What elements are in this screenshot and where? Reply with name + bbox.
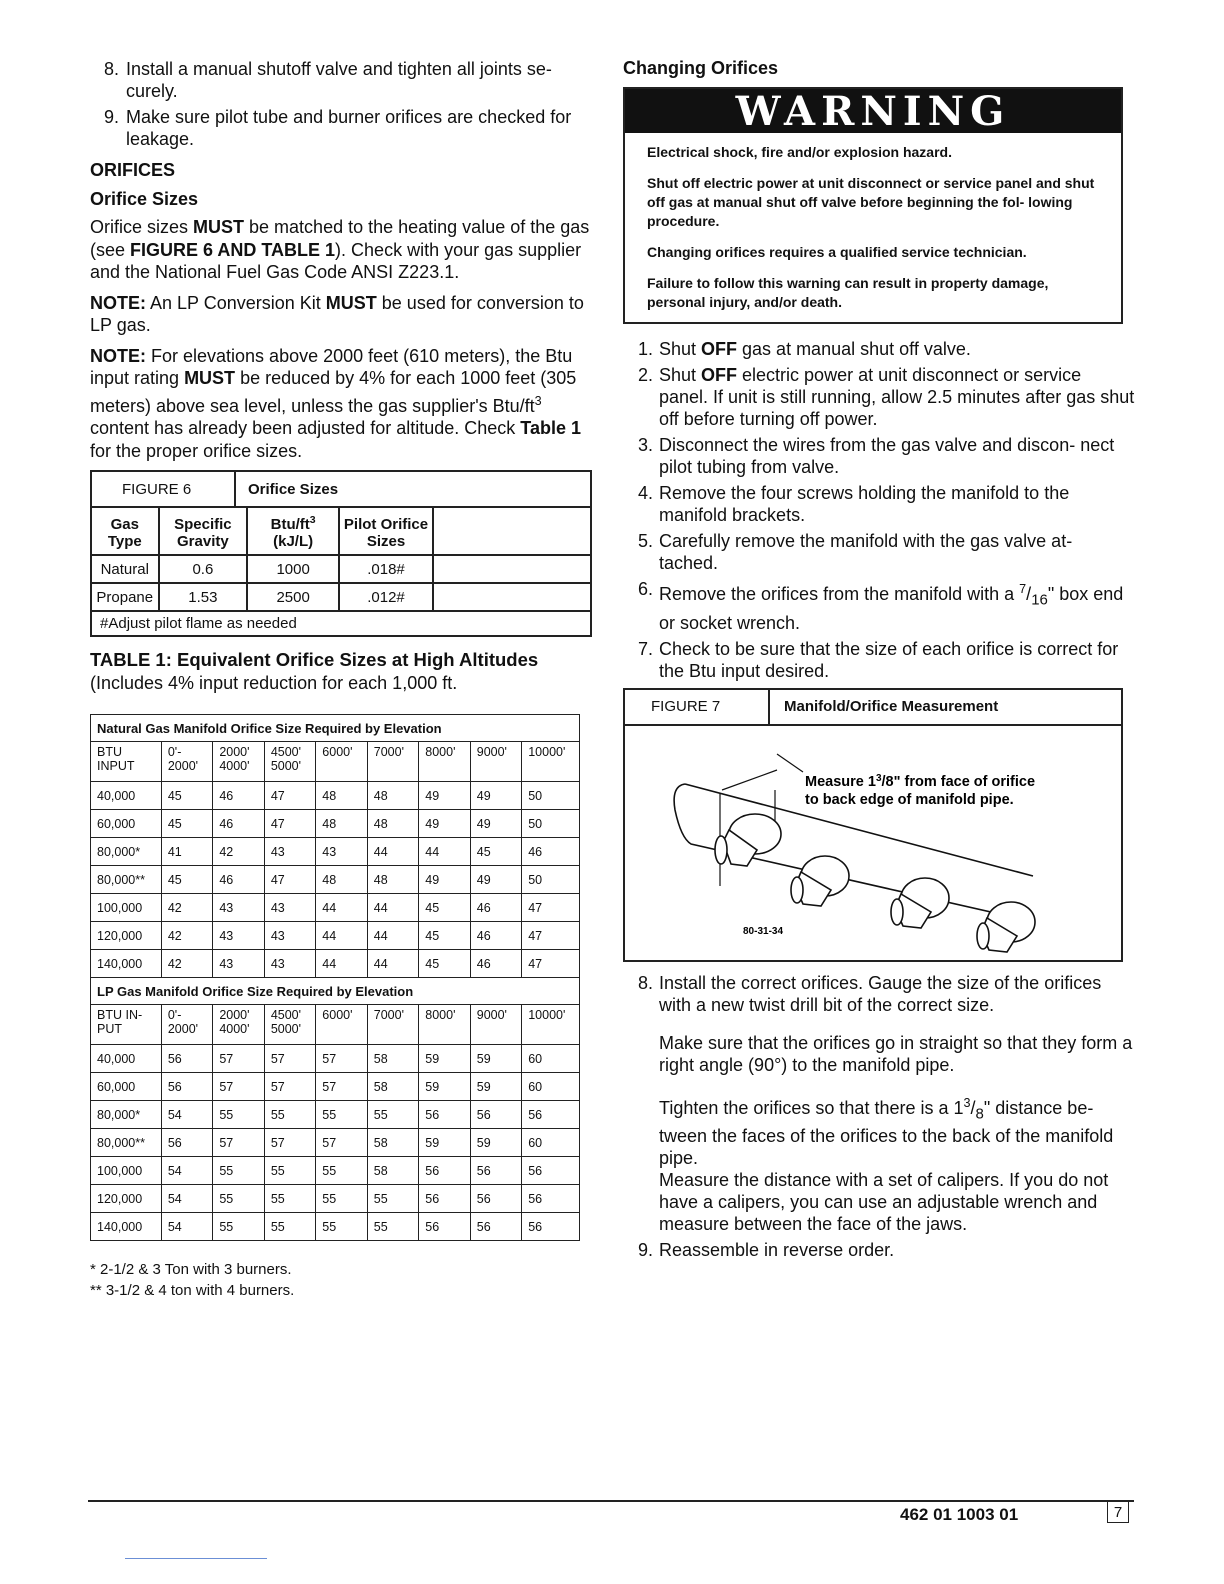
procedure-step-6: 6. Remove the orifices from the manifold with a $^7/_{16}$" box end or socket wrench.: [638, 579, 1124, 633]
table-cell: 56: [161, 1129, 212, 1157]
table-cell: 47: [264, 866, 315, 894]
table-cell: 44: [367, 894, 418, 922]
right-column: [623, 58, 1135, 1265]
table-cell: 57: [213, 1045, 264, 1073]
install-step-8: 8. Install a manual shutoff valve and tighten all joints se- curely.: [104, 59, 552, 101]
column-header: 4500' 5000': [264, 742, 315, 782]
table-cell: 55: [264, 1101, 315, 1129]
table-cell: 56: [522, 1185, 580, 1213]
table-cell: 42: [161, 922, 212, 950]
table-cell: 46: [213, 782, 264, 810]
table-cell: 120,000: [91, 922, 162, 950]
table-cell: 56: [470, 1213, 521, 1241]
measure-calipers-paragraph: Measure the distance with a set of calipers. If you do not have a calipers, you can use an adjustable wrench and measure between the face of the jaws.: [659, 1170, 1109, 1235]
table-cell: 56: [419, 1213, 470, 1241]
table-row: [91, 894, 580, 922]
table-cell: 45: [419, 894, 470, 922]
table-cell: 44: [316, 950, 367, 978]
table-cell: 50: [522, 782, 580, 810]
footer-link-underline: [125, 1558, 267, 1559]
warning-banner: WARNING: [625, 89, 1121, 133]
column-header: 6000': [316, 1005, 367, 1045]
table-cell: 45: [161, 810, 212, 838]
table-cell: 49: [470, 810, 521, 838]
section-title-orifices: ORIFICES: [90, 160, 176, 180]
warning-line: Failure to follow this warning can result in property damage, personal injury, and/or death.: [647, 275, 1049, 310]
table-cell: 50: [522, 866, 580, 894]
table-cell: 47: [522, 922, 580, 950]
table-cell: 56: [522, 1157, 580, 1185]
natural-gas-heading: Natural Gas Manifold Orifice Size Required by Elevation: [91, 715, 580, 742]
table-cell: 56: [419, 1185, 470, 1213]
table-cell: 43: [316, 838, 367, 866]
figure-7-title: Manifold/Orifice Measurement: [784, 698, 999, 716]
table-row: Propane 1.53 2500 .012#: [92, 583, 590, 610]
procedure-step-7: 7. Check to be sure that the size of each orifice is correct for the Btu input desired.: [638, 638, 1119, 681]
procedure-step-9: 9. Reassemble in reverse order.: [638, 1240, 895, 1261]
table-1-subtitle: (Includes 4% input reduction for each 1,000 ft.: [90, 673, 458, 693]
table-cell: 48: [316, 810, 367, 838]
table-cell: 55: [264, 1213, 315, 1241]
table-cell: 80,000**: [91, 1129, 162, 1157]
table-row: [91, 1185, 580, 1213]
table-row: [91, 1157, 580, 1185]
table-cell: 56: [470, 1157, 521, 1185]
table-cell: 43: [213, 894, 264, 922]
table-cell: 58: [367, 1073, 418, 1101]
table-cell: 55: [264, 1157, 315, 1185]
warning-line: Changing orifices requires a qualified service technician.: [647, 244, 1027, 260]
procedure-step-5: 5. Carefully remove the manifold with the gas valve at- tached.: [638, 531, 1073, 573]
column-header: 2000' 4000': [213, 742, 264, 782]
table-cell: 56: [419, 1157, 470, 1185]
col-specific-gravity: Specific Gravity: [159, 508, 248, 555]
table-cell: 56: [470, 1101, 521, 1129]
figure-7-callout: Measure $1^3/8$" from face of orifice: [805, 772, 1036, 790]
figure-7-label: FIGURE 7: [625, 690, 770, 724]
table-row: [91, 810, 580, 838]
column-header: 7000': [367, 1005, 418, 1045]
lp-gas-heading: LP Gas Manifold Orifice Size Required by Elevation: [91, 978, 580, 1005]
table-cell: 55: [316, 1101, 367, 1129]
table-cell: 55: [316, 1185, 367, 1213]
footer-rule: [88, 1500, 1134, 1502]
table-cell: 56: [419, 1101, 470, 1129]
column-header: 8000': [419, 1005, 470, 1045]
table-cell: 57: [316, 1129, 367, 1157]
table-cell: 54: [161, 1101, 212, 1129]
figure-6-note: #Adjust pilot flame as needed: [92, 610, 590, 635]
table-row: [91, 922, 580, 950]
table-cell: 120,000: [91, 1185, 162, 1213]
table-cell: 45: [161, 866, 212, 894]
figure-6-orifice-sizes: [90, 470, 592, 637]
table-cell: 49: [470, 782, 521, 810]
table-cell: 46: [522, 838, 580, 866]
figure-6-label: FIGURE 6: [92, 472, 236, 506]
table-cell: 60: [522, 1045, 580, 1073]
table-cell: 46: [470, 922, 521, 950]
table-row: [91, 1073, 580, 1101]
table-row: [91, 866, 580, 894]
table-cell: 47: [264, 782, 315, 810]
table-cell: 59: [419, 1045, 470, 1073]
table-cell: 55: [316, 1213, 367, 1241]
table-cell: 42: [161, 894, 212, 922]
section-title-changing-orifices: Changing Orifices: [623, 58, 779, 78]
procedure-step-1: 1. Shut OFF gas at manual shut off valve.: [638, 339, 971, 359]
table-row: [91, 1101, 580, 1129]
table-cell: 42: [213, 838, 264, 866]
table-1-title: TABLE 1: Equivalent Orifice Sizes at High Altitudes: [90, 649, 539, 670]
table-cell: 40,000: [91, 1045, 162, 1073]
table-cell: 42: [161, 950, 212, 978]
table-cell: 140,000: [91, 950, 162, 978]
table-cell: 57: [264, 1129, 315, 1157]
table-cell: 60: [522, 1073, 580, 1101]
table-cell: 59: [419, 1073, 470, 1101]
table-cell: 49: [419, 810, 470, 838]
table-cell: 59: [470, 1073, 521, 1101]
table-cell: 48: [367, 810, 418, 838]
table-cell: 46: [213, 810, 264, 838]
table-cell: 43: [264, 922, 315, 950]
table-cell: 44: [316, 922, 367, 950]
column-header: 4500' 5000': [264, 1005, 315, 1045]
table-cell: 55: [213, 1101, 264, 1129]
table-cell: 59: [470, 1045, 521, 1073]
table-cell: 48: [316, 866, 367, 894]
table-cell: 48: [367, 782, 418, 810]
table-cell: 60,000: [91, 810, 162, 838]
table-cell: 56: [522, 1101, 580, 1129]
table-cell: 54: [161, 1185, 212, 1213]
table-cell: 46: [470, 894, 521, 922]
table-cell: 56: [161, 1045, 212, 1073]
table-cell: 45: [419, 950, 470, 978]
elevation-note: NOTE: For elevations above 2000 feet (610 meters), the Btu input rating MUST be reduced by 4% for each 1000 feet (305 meters) above sea level, unless the gas supplier's Btu/$ft^3$ content has already been adjusted for altitude. Check Table 1 for the proper orifice sizes.: [90, 345, 581, 461]
table-cell: 47: [264, 810, 315, 838]
table-row: [91, 838, 580, 866]
table-cell: 57: [213, 1073, 264, 1101]
table-cell: 59: [419, 1129, 470, 1157]
table-cell: 49: [470, 866, 521, 894]
table-cell: 55: [316, 1157, 367, 1185]
table-cell: 45: [470, 838, 521, 866]
table-cell: 58: [367, 1045, 418, 1073]
table-cell: 55: [367, 1213, 418, 1241]
col-btu: Btu/$ft^3$ (kJ/L): [247, 508, 339, 555]
table-cell: 43: [264, 838, 315, 866]
column-header: 8000': [419, 742, 470, 782]
col-pilot-orifice: Pilot Orifice Sizes: [339, 508, 433, 555]
table-cell: 60: [522, 1129, 580, 1157]
figure-7-manifold-measurement: [623, 688, 1123, 962]
table-cell: 55: [213, 1185, 264, 1213]
table-cell: 80,000*: [91, 1101, 162, 1129]
orifice-sizes-paragraph: Orifice sizes MUST be matched to the heating value of the gas (see FIGURE 6 AND TABLE 1). Check with your gas supplier and the National Fuel Gas Code ANSI Z223.1.: [90, 217, 590, 282]
table-cell: 56: [161, 1073, 212, 1101]
table-cell: 43: [264, 950, 315, 978]
install-step-9: 9. Make sure pilot tube and burner orifices are checked for leakage.: [104, 107, 572, 149]
procedure-step-4: 4. Remove the four screws holding the manifold to the manifold brackets.: [638, 483, 1070, 525]
table-row: [91, 950, 580, 978]
subsection-title-orifice-sizes: Orifice Sizes: [90, 189, 199, 209]
table-cell: 44: [367, 950, 418, 978]
table-cell: 56: [522, 1213, 580, 1241]
warning-line: Shut off electric power at unit disconnect or service panel and shut off gas at manual shut off valve before beginning the fol- lowing procedure.: [647, 175, 1095, 229]
col-gas-type: Gas Type: [92, 508, 159, 555]
table-cell: 48: [367, 866, 418, 894]
table-cell: 140,000: [91, 1213, 162, 1241]
table-cell: 55: [367, 1101, 418, 1129]
table-cell: 58: [367, 1129, 418, 1157]
table-cell: 58: [367, 1157, 418, 1185]
table-cell: 46: [470, 950, 521, 978]
table-cell: 44: [316, 894, 367, 922]
procedure-step-2: 2. Shut OFF electric power at unit disconnect or service panel. If unit is still running, allow 2.5 minutes after gas shut off before turning off power.: [638, 365, 1135, 429]
column-header: 9000': [470, 742, 521, 782]
straight-alignment-paragraph: Make sure that the orifices go in straight so that they form a right angle (90°) to the manifold pipe.: [659, 1032, 1133, 1075]
table-cell: 49: [419, 782, 470, 810]
figure-6-table: [92, 508, 590, 610]
table-cell: 45: [419, 922, 470, 950]
table-cell: 44: [367, 838, 418, 866]
table-cell: 57: [316, 1073, 367, 1101]
table-cell: 46: [213, 866, 264, 894]
procedure-step-8: 8. Install the correct orifices. Gauge the size of the orifices with a new twist drill bit of the correct size.: [638, 972, 1102, 1015]
table-cell: 49: [419, 866, 470, 894]
table-cell: 55: [213, 1213, 264, 1241]
table-row: Natural 0.6 1000 .018#: [92, 555, 590, 583]
table-cell: 55: [213, 1157, 264, 1185]
table-cell: 41: [161, 838, 212, 866]
table-cell: 80,000*: [91, 838, 162, 866]
table-row: [91, 1129, 580, 1157]
table-cell: 43: [264, 894, 315, 922]
document-number: 462 01 1003 01: [900, 1505, 1019, 1524]
manifold-orifice-illustration: [625, 726, 1121, 960]
procedure-step-3: 3. Disconnect the wires from the gas valve and discon- nect pilot tubing from valve.: [638, 435, 1115, 477]
column-header: 10000': [522, 1005, 580, 1045]
table-cell: 57: [264, 1073, 315, 1101]
column-header: 9000': [470, 1005, 521, 1045]
table-row: [91, 782, 580, 810]
tighten-distance-paragraph: Tighten the orifices so that there is a $1^3/_8$" distance be- tween the faces of the orifices to the back of the manifold pipe.: [659, 1095, 1114, 1169]
figure-7-callout-line2: to back edge of manifold pipe.: [805, 791, 1014, 808]
table-cell: 47: [522, 950, 580, 978]
table-cell: 55: [367, 1185, 418, 1213]
table-cell: 48: [316, 782, 367, 810]
manifold-drawing: [625, 726, 1121, 960]
lp-conversion-note: NOTE: An LP Conversion Kit MUST be used for conversion to LP gas.: [90, 292, 584, 335]
table-cell: 100,000: [91, 1157, 162, 1185]
figure-7-part-number: 80-31-34: [743, 925, 784, 937]
table-cell: 55: [264, 1185, 315, 1213]
table-cell: 60,000: [91, 1073, 162, 1101]
table-cell: 43: [213, 950, 264, 978]
table-cell: 80,000**: [91, 866, 162, 894]
table-cell: 56: [470, 1185, 521, 1213]
table-cell: 57: [316, 1045, 367, 1073]
table-1-footnotes: * 2-1/2 & 3 Ton with 3 burners. ** 3-1/2 & 4 ton with 4 burners.: [90, 1261, 295, 1299]
warning-line: Electrical shock, fire and/or explosion hazard.: [647, 144, 952, 160]
table-1-altitude-orifices: [90, 714, 580, 1241]
column-header: 10000': [522, 742, 580, 782]
warning-box: [623, 87, 1123, 324]
table-cell: 47: [522, 894, 580, 922]
table-row: [91, 1045, 580, 1073]
column-header: 0'- 2000': [161, 1005, 212, 1045]
table-cell: 44: [367, 922, 418, 950]
column-header: BTU IN- PUT: [91, 1005, 162, 1045]
table-cell: 54: [161, 1213, 212, 1241]
column-header: 7000': [367, 742, 418, 782]
left-column: [90, 58, 600, 1301]
table-cell: 57: [213, 1129, 264, 1157]
figure-6-title: Orifice Sizes: [248, 480, 339, 498]
table-cell: 45: [161, 782, 212, 810]
page-number: 7: [1107, 1501, 1129, 1523]
table-row: [91, 1213, 580, 1241]
column-header: BTU INPUT: [91, 742, 162, 782]
table-cell: 59: [470, 1129, 521, 1157]
column-header: 0'- 2000': [161, 742, 212, 782]
table-cell: 43: [213, 922, 264, 950]
column-header: 2000' 4000': [213, 1005, 264, 1045]
column-header: 6000': [316, 742, 367, 782]
table-cell: 50: [522, 810, 580, 838]
table-cell: 44: [419, 838, 470, 866]
table-cell: 54: [161, 1157, 212, 1185]
table-cell: 100,000: [91, 894, 162, 922]
table-cell: 40,000: [91, 782, 162, 810]
table-cell: 57: [264, 1045, 315, 1073]
